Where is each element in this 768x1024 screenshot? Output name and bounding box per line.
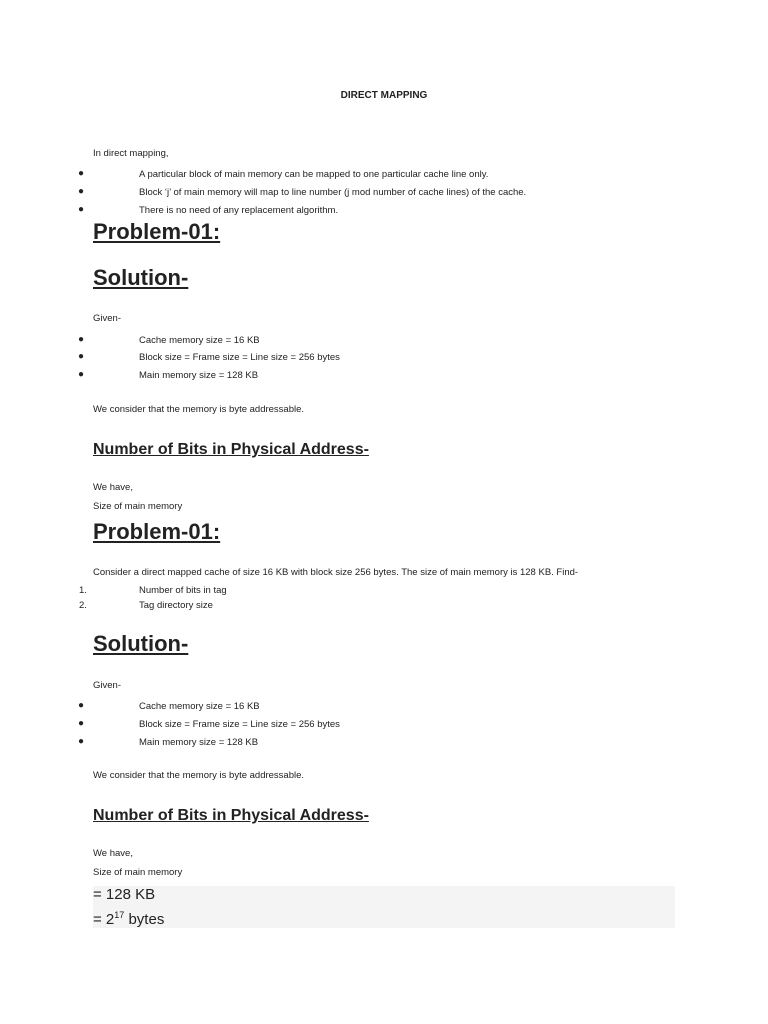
given-label: Given-	[93, 313, 121, 324]
we-have-text: We have,	[93, 848, 133, 859]
bullet-icon: ●	[78, 334, 85, 345]
problem-heading: Problem-01:	[93, 519, 221, 544]
bits-heading: Number of Bits in Physical Address-	[93, 807, 369, 824]
solution-heading: Solution-	[93, 265, 189, 290]
bullet-icon: ●	[78, 204, 85, 215]
bullet-icon: ●	[78, 736, 85, 747]
list-item: Number of bits in tag	[139, 585, 227, 596]
page-title: DIRECT MAPPING	[340, 90, 428, 101]
list-item: Cache memory size = 16 KB	[139, 335, 260, 346]
bullet-icon: ●	[78, 718, 85, 729]
byte-note: We consider that the memory is byte addressable.	[93, 770, 305, 781]
bullet-icon: ●	[78, 186, 85, 197]
bullet-icon: ●	[78, 168, 85, 179]
list-number: 1.	[79, 585, 87, 596]
equation-line	[93, 910, 164, 928]
byte-note: We consider that the memory is byte addressable.	[93, 404, 305, 415]
list-item: Block size = Frame size = Line size = 256 bytes	[139, 719, 340, 730]
equation-exponent: 17	[114, 910, 125, 920]
intro-text: In direct mapping,	[93, 148, 169, 159]
bits-heading: Number of Bits in Physical Address-	[93, 441, 369, 458]
given-label: Given-	[93, 680, 121, 691]
equation-line: = 128 KB	[93, 886, 156, 903]
list-item: Main memory size = 128 KB	[139, 370, 259, 381]
solution-heading: Solution-	[93, 631, 189, 656]
list-item: A particular block of main memory can be mapped to one particular cache line only.	[139, 169, 489, 180]
list-item: Block size = Frame size = Line size = 256 bytes	[139, 352, 340, 363]
equation-suffix: bytes	[124, 911, 165, 928]
problem-statement: Consider a direct mapped cache of size 16 KB with block size 256 bytes. The size of main memory is 128 KB. Find-	[93, 567, 579, 578]
list-item: There is no need of any replacement algorithm.	[139, 205, 339, 216]
we-have-text: We have,	[93, 482, 133, 493]
list-item: Block ‘j’ of main memory will map to line number (j mod number of cache lines) of the cache.	[139, 187, 527, 198]
bullet-icon: ●	[78, 369, 85, 380]
problem-heading: Problem-01:	[93, 219, 221, 244]
list-item: Tag directory size	[139, 600, 213, 611]
list-item: Main memory size = 128 KB	[139, 737, 259, 748]
bullet-icon: ●	[78, 351, 85, 362]
list-item: Cache memory size = 16 KB	[139, 701, 260, 712]
size-main-memory-text: Size of main memory	[93, 501, 183, 512]
equation-block	[93, 886, 675, 928]
list-number: 2.	[79, 600, 87, 611]
bullet-icon: ●	[78, 700, 85, 711]
size-main-memory-text: Size of main memory	[93, 867, 183, 878]
equation-prefix: = 2	[93, 911, 115, 928]
